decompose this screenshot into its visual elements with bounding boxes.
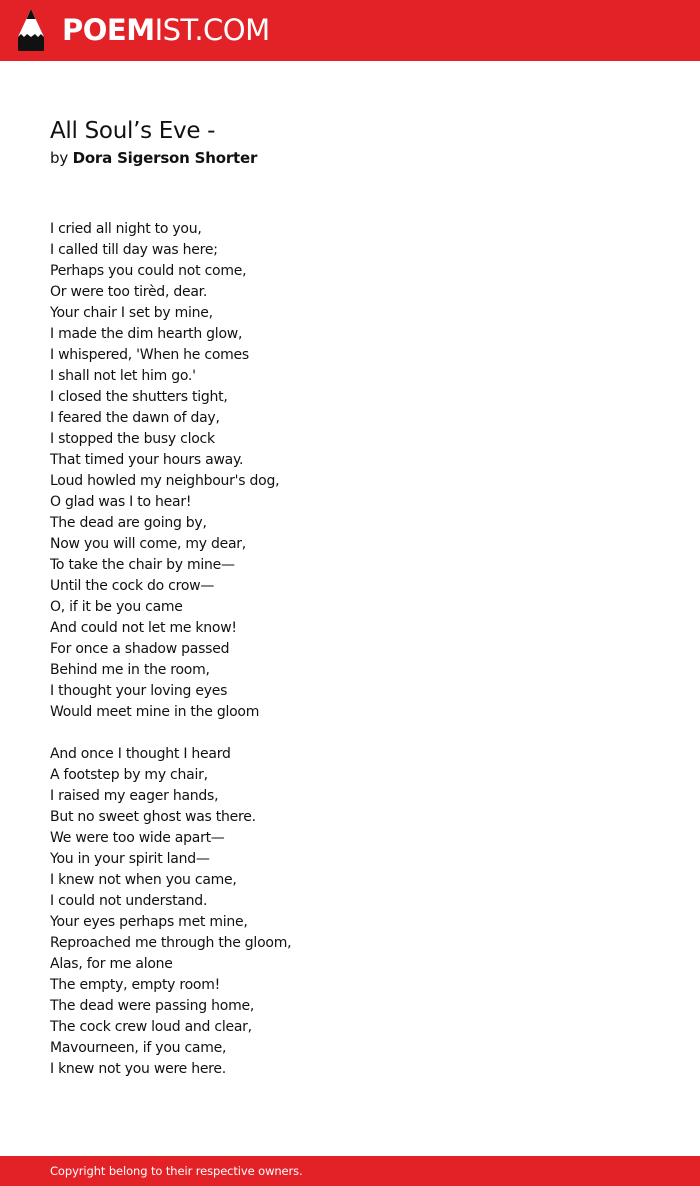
poem-line: I thought your loving eyes (50, 683, 228, 699)
poem-line: A footstep by my chair, (50, 767, 208, 783)
poem-line: I knew not when you came, (50, 872, 237, 888)
poem-byline (50, 148, 257, 168)
site-logo[interactable] (62, 12, 270, 48)
poem-line: You in your spirit land— (50, 851, 210, 867)
poem-line: For once a shadow passed (50, 641, 230, 657)
poem-line: Now you will come, my dear, (50, 536, 247, 552)
poem-line: I closed the shutters tight, (50, 389, 228, 405)
poem-line: I knew not you were here. (50, 1061, 226, 1077)
poem-line: Your chair I set by mine, (50, 305, 213, 321)
poem-title: All Soul’s Eve - (50, 118, 216, 144)
poem-line: I shall not let him go.' (50, 368, 196, 384)
poem-line: Loud howled my neighbour's dog, (50, 473, 280, 489)
poem-line: Alas, for me alone (50, 956, 173, 972)
poem-line: Mavourneen, if you came, (50, 1040, 227, 1056)
poem-line: I made the dim hearth glow, (50, 326, 243, 342)
poem-line: But no sweet ghost was there. (50, 809, 256, 825)
poem-line: Your eyes perhaps met mine, (50, 914, 248, 930)
poem-line: O glad was I to hear! (50, 494, 192, 510)
logo-light-text: IST.COM (154, 13, 270, 47)
poem-line: The cock crew loud and clear, (50, 1019, 252, 1035)
copyright-text: Copyright belong to their respective owners. (50, 1164, 303, 1178)
site-header (0, 0, 700, 61)
poem-stanza (50, 744, 650, 1080)
poem-line: The dead are going by, (50, 515, 207, 531)
poem-line: We were too wide apart— (50, 830, 225, 846)
poem-line: And once I thought I heard (50, 746, 231, 762)
poem-line: I called till day was here; (50, 242, 218, 258)
poem-line: Would meet mine in the gloom (50, 704, 260, 720)
poem-line: I cried all night to you, (50, 221, 202, 237)
poem-line: Until the cock do crow— (50, 578, 215, 594)
poem-line: I could not understand. (50, 893, 208, 909)
poem-line: Reproached me through the gloom, (50, 935, 292, 951)
poem-line: I whispered, 'When he comes (50, 347, 249, 363)
poem-line: And could not let me know! (50, 620, 237, 636)
poem-line: I feared the dawn of day, (50, 410, 220, 426)
poem-line: Perhaps you could not come, (50, 263, 247, 279)
poem-line: The dead were passing home, (50, 998, 255, 1014)
poem-body (50, 219, 650, 1080)
poem-author: Dora Sigerson Shorter (72, 149, 258, 167)
site-footer (0, 1156, 700, 1186)
by-label: by (50, 149, 68, 167)
poem-line: I stopped the busy clock (50, 431, 215, 447)
poem-line: I raised my eager hands, (50, 788, 219, 804)
poem-line: The empty, empty room! (50, 977, 220, 993)
pencil-icon[interactable] (18, 9, 44, 51)
logo-strong-text: POEM (62, 13, 155, 47)
poem-line: That timed your hours away. (50, 452, 244, 468)
poem-stanza (50, 219, 650, 723)
poem-line: Or were too tirèd, dear. (50, 284, 208, 300)
poem-line: To take the chair by mine— (50, 557, 235, 573)
poem-line: Behind me in the room, (50, 662, 210, 678)
poem-line: O, if it be you came (50, 599, 183, 615)
